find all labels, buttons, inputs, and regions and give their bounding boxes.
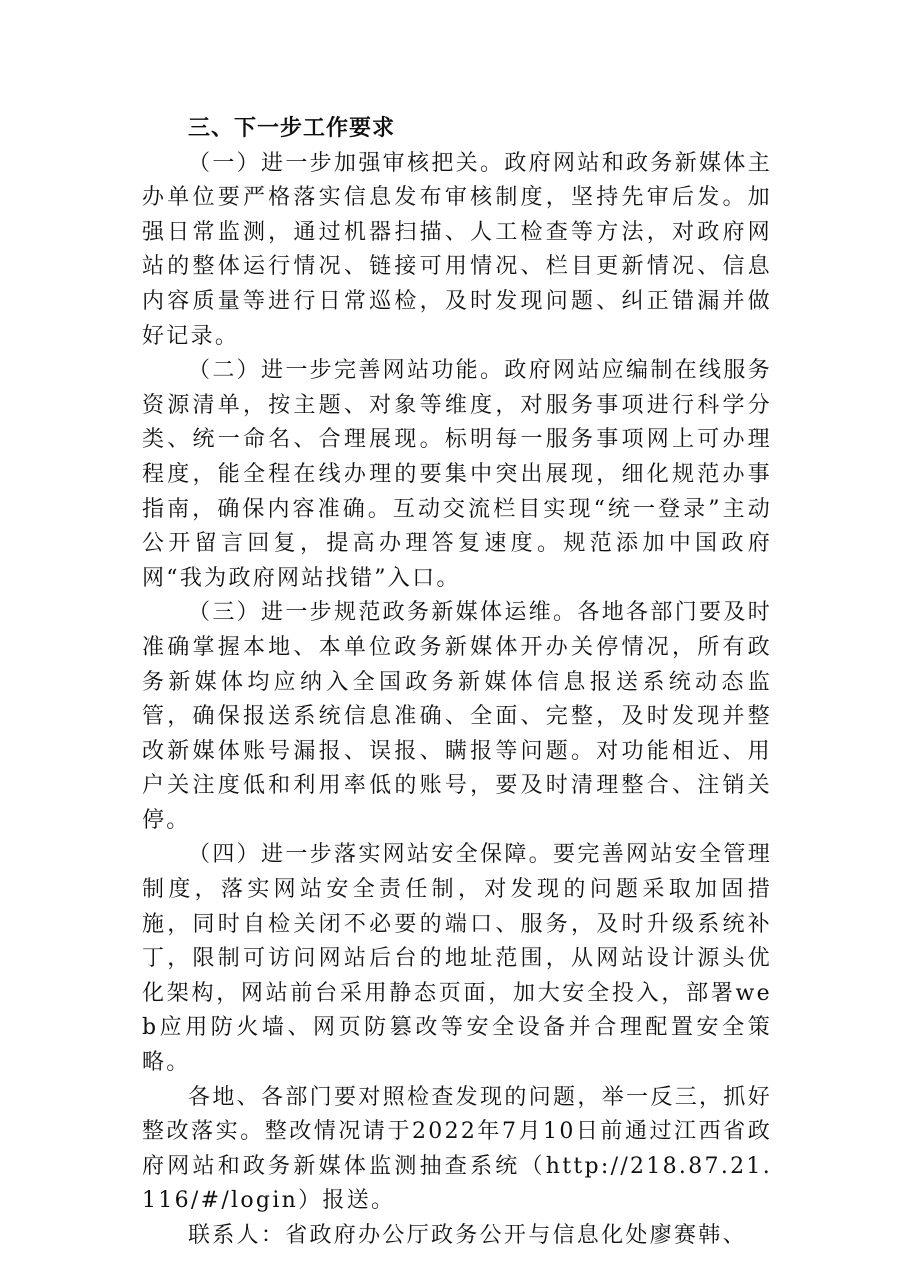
paragraph-rectification: 各地、各部门要对照检查发现的问题，举一反三，抓好整改落实。整改情况请于2022年7月10日前通过江西省政府网站和政务新媒体监测抽查系统（http://218.87.21.116/#/login）报送。 — [142, 1084, 772, 1214]
paragraph-security: （四）进一步落实网站安全保障。要完善网站安全管理制度，落实网站安全责任制，对发现的问题采取加固措施，同时自检关闭不必要的端口、服务，及时升级系统补丁，限制可访问网站后台的地址范围，从网站设计源头优化架构，网站前台采用静态页面，加大安全投入，部署web应用防火墙、网页防篡改等安全设备并合理配置安全策略。 — [142, 842, 772, 1076]
section-heading: 三、下一步工作要求 — [188, 116, 396, 141]
paragraph-new-media: （三）进一步规范政务新媒体运维。各地各部门要及时准确掌握本地、本单位政务新媒体开办关停情况，所有政务新媒体均应纳入全国政务新媒体信息报送系统动态监管，确保报送系统信息准确、全面、完整，及时发现并整改新媒体账号漏报、误报、瞒报等问题。对功能相近、用户关注度低和利用率低的账号，要及时清理整合、注销关停。 — [142, 600, 772, 833]
paragraph-contact: 联系人：省政府办公厅政务公开与信息化处廖赛韩、 — [188, 1223, 747, 1248]
document-body — [142, 112, 772, 1254]
paragraph-website-functions: （二）进一步完善网站功能。政府网站应编制在线服务资源清单，按主题、对象等维度，对服务事项进行科学分类、统一命名、合理展现。标明每一服务事项网上可办理程度，能全程在线办理的要集中突出展现，细化规范办事指南，确保内容准确。互动交流栏目实现“统一登录”主动公开留言回复，提高办理答复速度。规范添加中国政府网“我为政府网站找错”入口。 — [142, 358, 772, 591]
paragraph-review: （一）进一步加强审核把关。政府网站和政务新媒体主办单位要严格落实信息发布审核制度，坚持先审后发。加强日常监测，通过机器扫描、人工检查等方法，对政府网站的整体运行情况、链接可用情况、栏目更新情况、信息内容质量等进行日常巡检，及时发现问题、纠正错漏并做好记录。 — [142, 150, 772, 349]
